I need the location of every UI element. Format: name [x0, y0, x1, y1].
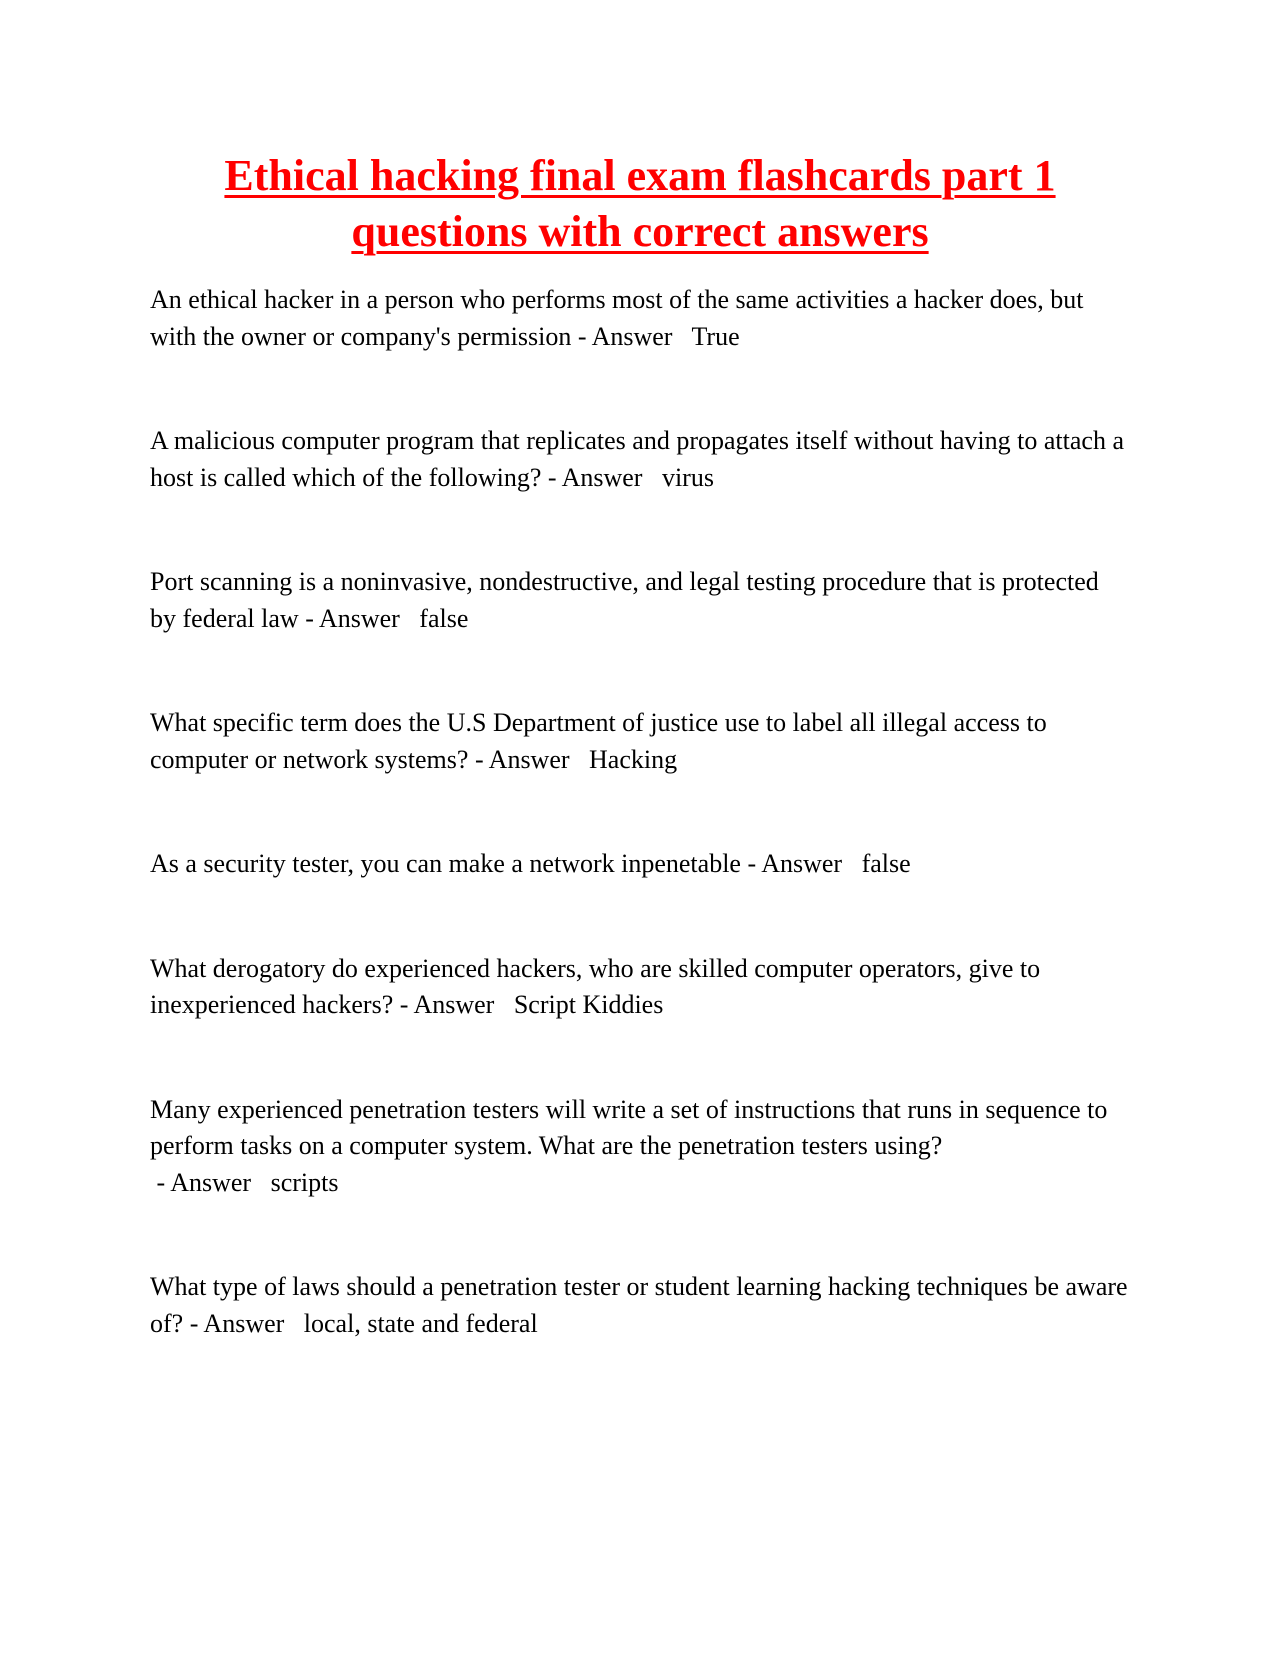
answer-separator: - Answer	[183, 1308, 304, 1338]
document-title	[150, 148, 1130, 260]
flashcard-answer: Script Kiddies	[513, 990, 664, 1019]
flashcard-answer: virus	[661, 462, 714, 492]
flashcard-answer: Hacking	[589, 744, 678, 774]
flashcard-question: An ethical hacker in a person who performs most of the same activities a hacker does, but with the owner or company's permission	[150, 285, 1084, 351]
flashcard-list	[150, 282, 1130, 1410]
answer-separator: - Answer	[571, 321, 692, 351]
answer-separator: - Answer	[393, 990, 514, 1019]
flashcard-answer: scripts	[270, 1167, 339, 1197]
flashcard-item	[150, 1092, 1130, 1202]
flashcard-answer: false	[419, 603, 469, 633]
flashcard-question: What specific term does the U.S Department of justice use to label all illegal access to computer or network systems?	[150, 708, 1047, 774]
flashcard-question: What derogatory do experienced hackers, who are skilled computer operators, give to inexperienced hackers?	[150, 953, 1041, 1019]
flashcard-answer: false	[861, 849, 911, 878]
flashcard-item	[150, 1269, 1130, 1342]
flashcard-question: A malicious computer program that replicates and propagates itself without having to attach a host is called which of the following?	[150, 426, 1124, 492]
flashcard-question: As a security tester, you can make a network inpenetable	[150, 849, 741, 878]
flashcard-item	[150, 951, 1130, 1024]
answer-separator: - Answer	[740, 849, 862, 878]
answer-separator: - Answer	[468, 744, 590, 774]
flashcard-question: What type of laws should a penetration tester or student learning hacking techniques be aware of?	[150, 1272, 1128, 1338]
answer-separator: - Answer	[150, 1167, 271, 1197]
flashcard-item	[150, 705, 1130, 778]
flashcard-item	[150, 282, 1130, 355]
title-line-1: Ethical hacking final exam flashcards part 1	[224, 151, 1056, 200]
answer-separator: - Answer	[541, 462, 662, 492]
flashcard-item	[150, 423, 1130, 496]
flashcard-item	[150, 846, 1130, 883]
answer-separator: - Answer	[298, 603, 420, 633]
flashcard-question: Many experienced penetration testers will write a set of instructions that runs in sequence to perform tasks on a computer system. What are the penetration testers using?	[150, 1094, 1108, 1160]
title-line-2: questions with correct answers	[351, 207, 929, 256]
flashcard-question: Port scanning is a noninvasive, nondestructive, and legal testing procedure that is protected by federal law	[150, 567, 1099, 633]
flashcard-answer: True	[691, 321, 740, 351]
flashcard-item	[150, 564, 1130, 637]
flashcard-answer: local, state and federal	[303, 1308, 538, 1338]
